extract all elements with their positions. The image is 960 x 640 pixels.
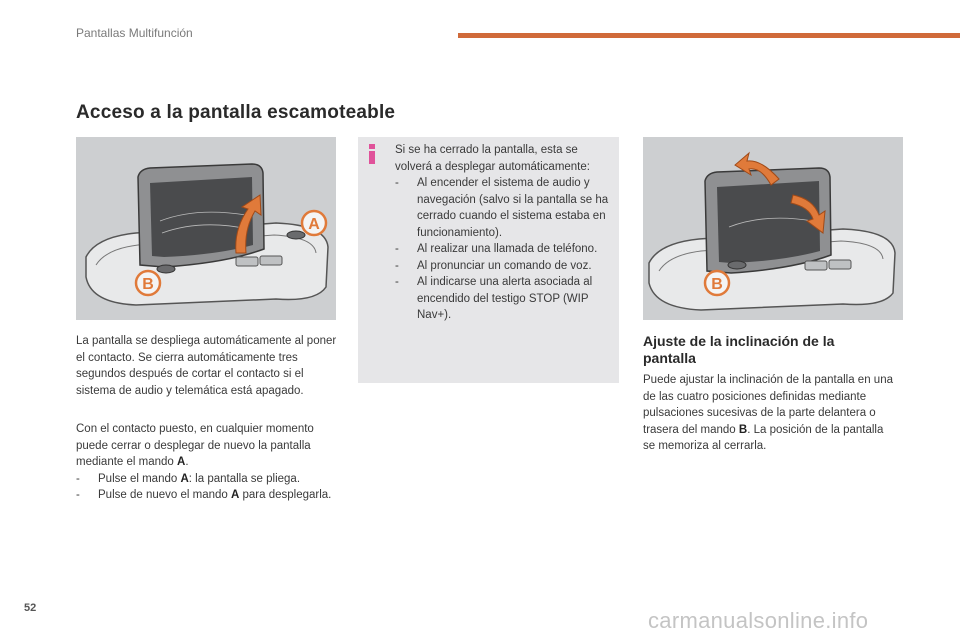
header-section-title: Pantallas Multifunción (76, 26, 193, 40)
list-item: - Pulse el mando A: la pantalla se pliega. (76, 472, 301, 485)
info-icon (367, 144, 377, 164)
list-item: - Al realizar una llamada de teléfono. (395, 243, 598, 255)
figure-retractable-screen-open (76, 137, 336, 320)
figure-screen-tilt (643, 137, 903, 320)
info-text (395, 142, 613, 324)
list-item: - Al pronunciar un comando de voz. (395, 259, 592, 272)
list-item: - Al encender el sistema de audio y navegación (salvo si la pantalla se ha cerrado cuando el sistema estaba en funcionamiento). (395, 177, 609, 239)
info-intro: Si se ha cerrado la pantalla, esta se volverá a desplegar automáticamente: (395, 144, 590, 173)
callout-label-b: B (142, 276, 154, 293)
callout-label-b: B (711, 276, 723, 293)
info-list (395, 175, 613, 324)
subsection-title: Ajuste de la inclinación de la pantalla (643, 333, 835, 366)
section-title: Acceso a la pantalla escamoteable (76, 102, 396, 123)
header-rule (458, 33, 960, 38)
paragraph-tilt: Puede ajustar la inclinación de la pantalla en una de las cuatro posiciones definidas mediante pulsaciones sucesivas de la parte delantera o trasera del mando B. La posición de la pantalla se memoriza al cerrarla. (643, 374, 893, 452)
list-item: - Pulse de nuevo el mando A para desplegarla. (76, 489, 332, 501)
control-steps-list (76, 471, 338, 504)
list-item: - Al indicarse una alerta asociada al encendido del testigo STOP (WIP Nav+). (395, 276, 593, 321)
paragraph-auto-deploy: La pantalla se despliega automáticamente al poner el contacto. Se cierra automáticamente tres segundos después de cortar el contacto si el sistema de audio y telemática está apagado. (76, 335, 337, 397)
paragraph-manual-control: Con el contacto puesto, en cualquier momento puede cerrar o desplegar de nuevo la pantalla mediante el mando A. - Pulse el mando A: la pantalla se pliega. - Pulse de nuevo el mando A para desplegarla. (76, 421, 338, 504)
info-box (358, 137, 619, 383)
page-number: 52 (24, 602, 37, 614)
watermark: carmanualsonline.info (648, 608, 869, 633)
callout-label-a: A (308, 216, 320, 233)
